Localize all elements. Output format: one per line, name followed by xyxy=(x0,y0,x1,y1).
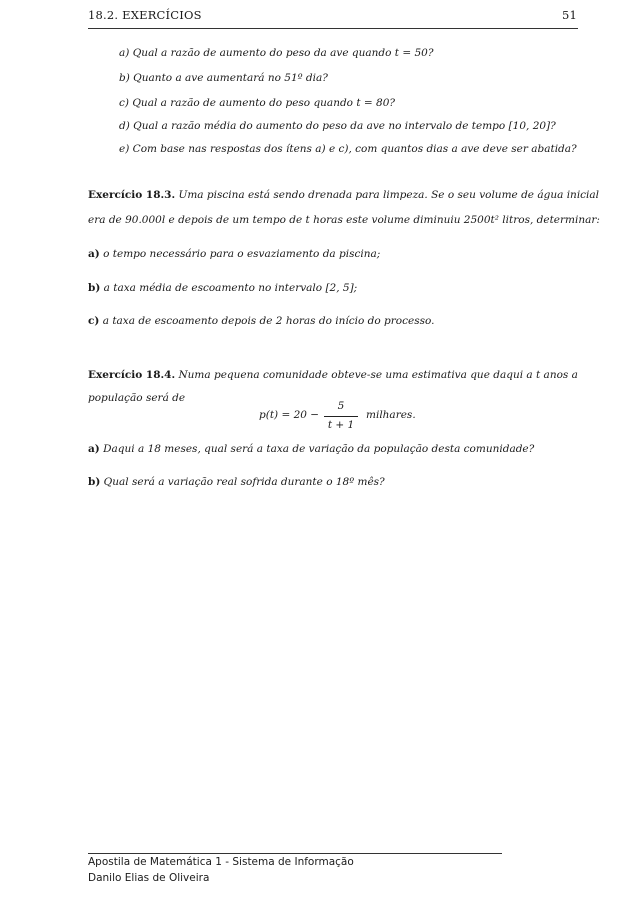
footer-line2: Danilo Elias de Oliveira xyxy=(88,872,210,884)
ex184-line1: Numa pequena comunidade obteve-se uma estimativa que daqui a t anos a xyxy=(178,369,578,381)
header-rule xyxy=(88,28,578,29)
ex183-item-c-text: a taxa de escoamento depois de 2 horas do início do processo. xyxy=(102,315,435,327)
ex184-title: Exercício 18.4. xyxy=(88,369,176,381)
ex184-line2: população será de xyxy=(88,392,186,404)
prev-item-c-text: Qual a razão de aumento do peso quando t = 80? xyxy=(132,97,396,109)
ex184-item-b: b) Qual será a variação real sofrida durante o 18º mês? xyxy=(88,476,385,488)
formula-unit: milhares. xyxy=(366,409,416,421)
running-header-section: 18.2. EXERCÍCIOS xyxy=(88,8,202,22)
ex183-title: Exercício 18.3. xyxy=(88,189,176,201)
prev-item-d-text: Qual a razão média do aumento do peso da ave no intervalo de tempo [10, 20]? xyxy=(133,120,556,132)
running-header-page-number: 51 xyxy=(562,8,578,22)
prev-item-a: a) Qual a razão de aumento do peso da ave quando t = 50? xyxy=(119,47,434,59)
prev-item-b: b) Quanto a ave aumentará no 51º dia? xyxy=(119,72,328,84)
ex183-item-a-text: o tempo necessário para o esvaziamento da piscina; xyxy=(103,248,381,260)
prev-item-a-text: Qual a razão de aumento do peso da ave quando t = 50? xyxy=(132,47,434,59)
ex184-item-a-text: Daqui a 18 meses, qual será a taxa de variação da população desta comunidade? xyxy=(103,443,535,455)
ex183-item-a: a) o tempo necessário para o esvaziamento da piscina; xyxy=(88,248,381,260)
footer-line1: Apostila de Matemática 1 - Sistema de Informação xyxy=(88,856,354,868)
ex183-item-c: c) a taxa de escoamento depois de 2 horas do início do processo. xyxy=(88,315,435,327)
prev-item-e-text: Com base nas respostas dos ítens a) e c), com quantos dias a ave deve ser abatida? xyxy=(132,143,577,155)
prev-item-d: d) Qual a razão média do aumento do peso da ave no intervalo de tempo [10, 20]? xyxy=(119,120,556,132)
formula-fraction-bar xyxy=(324,416,358,417)
formula-denominator: t + 1 xyxy=(327,419,355,431)
ex183-item-b: b) a taxa média de escoamento no intervalo [2, 5]; xyxy=(88,282,358,294)
prev-item-c: c) Qual a razão de aumento do peso quando t = 80? xyxy=(119,97,396,109)
ex183-paragraph-line1 xyxy=(88,189,599,201)
formula-lhs: p(t) = 20 − xyxy=(259,409,320,421)
ex184-paragraph-line1 xyxy=(88,369,578,381)
prev-item-b-text: Quanto a ave aumentará no 51º dia? xyxy=(133,72,328,84)
ex183-item-b-text: a taxa média de escoamento no intervalo [2, 5]; xyxy=(103,282,358,294)
ex183-line1: Uma piscina está sendo drenada para limpeza. Se o seu volume de água inicial xyxy=(178,189,600,201)
prev-item-e: e) Com base nas respostas dos ítens a) e c), com quantos dias a ave deve ser abatida? xyxy=(119,143,577,155)
formula-numerator: 5 xyxy=(337,400,345,412)
ex184-item-a: a) Daqui a 18 meses, qual será a taxa de variação da população desta comunidade? xyxy=(88,443,535,455)
ex183-line2: era de 90.000l e depois de um tempo de t horas este volume diminuiu 2500t² litros, determinar: xyxy=(88,214,600,226)
footer-rule xyxy=(88,853,502,854)
ex184-item-b-text: Qual será a variação real sofrida durante o 18º mês? xyxy=(103,476,385,488)
